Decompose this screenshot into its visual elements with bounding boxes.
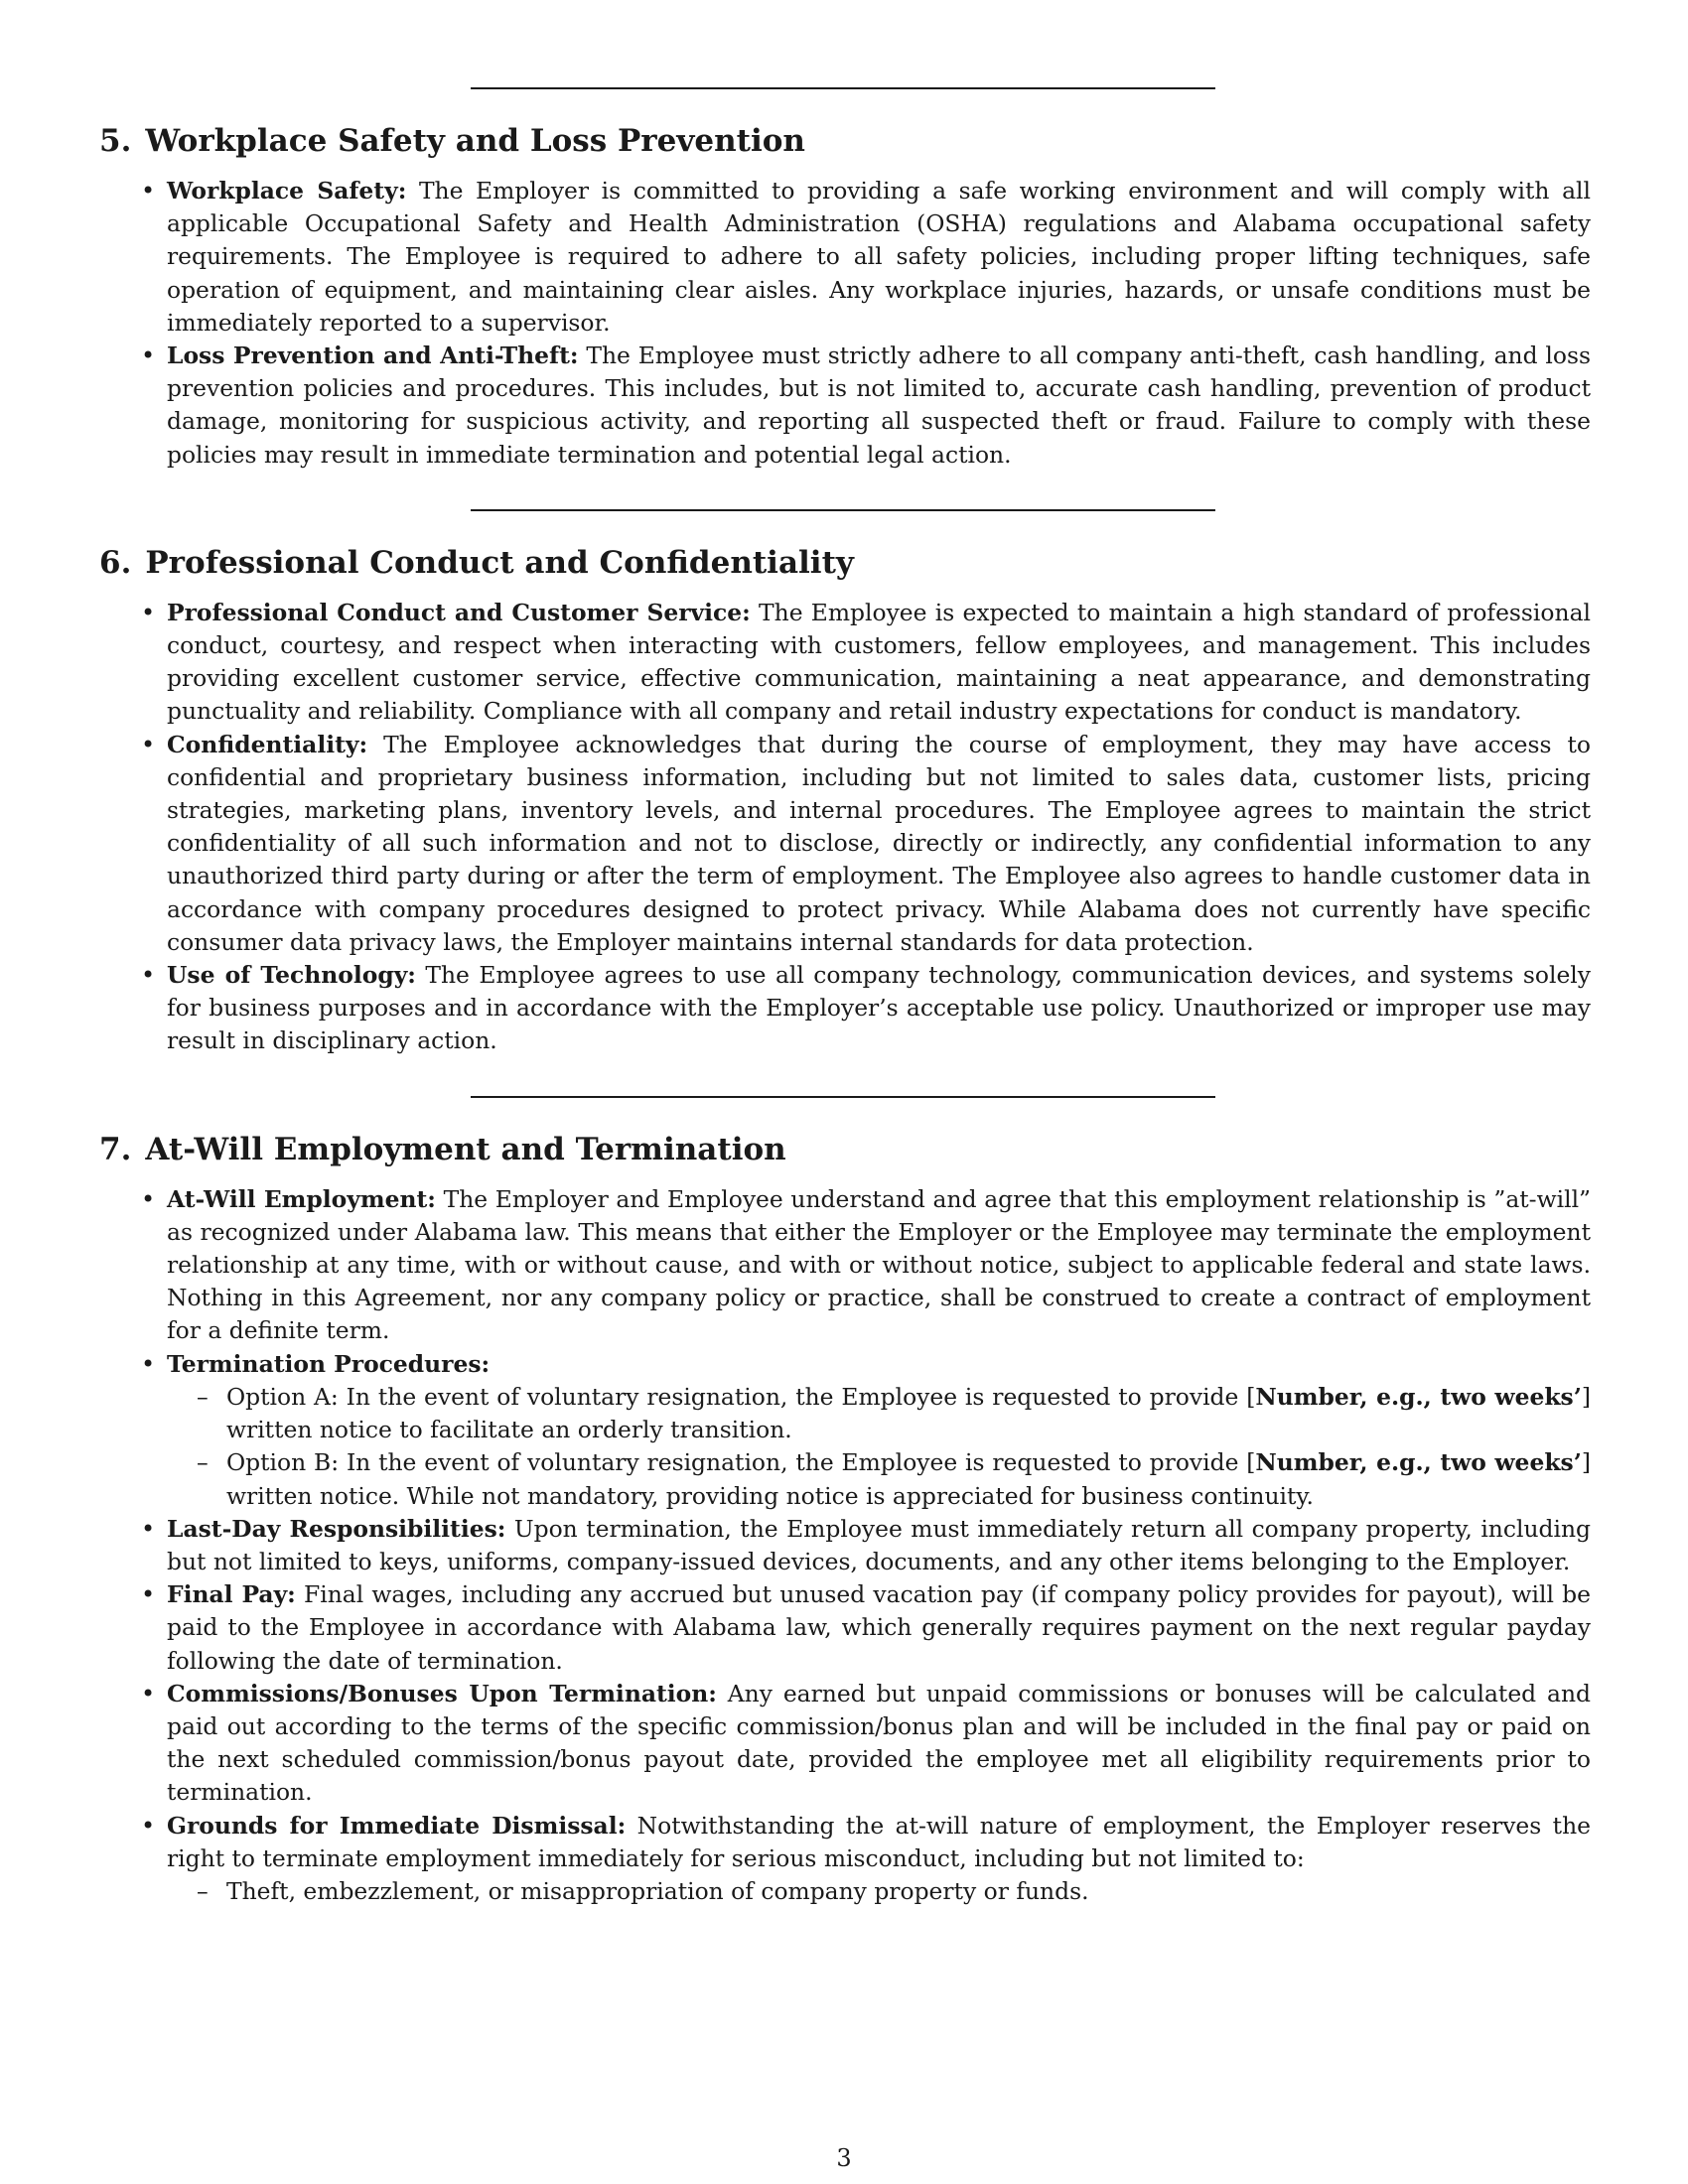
- item-lead: Final Pay:: [167, 1580, 296, 1609]
- item-lead: Confidentiality:: [167, 730, 368, 758]
- section-number: 6.: [99, 544, 132, 581]
- item-text: The Employee agrees to use all company technology, communication devices, and systems solely for business purposes and in accordance with the Employer’s acceptable use policy. Unauthorized or improper use may result in disciplinary action.: [167, 961, 1591, 1055]
- list-item: [167, 1678, 1591, 1810]
- sub-list-item: [226, 1446, 1591, 1512]
- list-item: [167, 175, 1591, 340]
- option-a-pre: Option A: In the event of voluntary resignation, the Employee is requested to provide [: [226, 1382, 1256, 1411]
- section-title: Professional Conduct and Confidentiality: [145, 544, 854, 581]
- item-text: The Employer and Employee understand and agree that this employment relationship is ”at-will” as recognized under Alabama law. This means that either the Employer or the Employee may terminate the employment relationship at any time, with or without cause, and with or without notice, subject to applicable federal and state laws. Nothing in this Agreement, nor any company policy or practice, shall be construed to create a contract of employment for a definite term.: [167, 1184, 1592, 1345]
- dismissal-ground: Theft, embezzlement, or misappropriation of company property or funds.: [226, 1876, 1089, 1905]
- section-title: At-Will Employment and Termination: [145, 1131, 786, 1167]
- item-text: The Employer is committed to providing a safe working environment and will comply with all applicable Occupational Safety and Health Administration (OSHA) regulations and Alabama occupational safety requirements. The Employee is required to adhere to all safety policies, including proper lifting techniques, safe operation of equipment, and maintaining clear aisles. Any workplace injuries, hazards, or unsafe conditions must be immediately reported to a supervisor.: [167, 177, 1591, 337]
- section-number: 7.: [99, 1131, 132, 1167]
- termination-options-list: [167, 1381, 1591, 1513]
- item-text: Upon termination, the Employee must immediately return all company property, including but not limited to keys, uniforms, company-issued devices, documents, and any other items belonging to the Employer.: [167, 1514, 1591, 1575]
- list-item: [167, 729, 1591, 959]
- section-7-list: [167, 1183, 1591, 1908]
- list-item: [167, 597, 1591, 729]
- page-number: 3: [836, 2144, 852, 2172]
- list-item: [167, 1810, 1591, 1909]
- item-lead: Termination Procedures:: [167, 1349, 491, 1378]
- list-item: [167, 959, 1591, 1058]
- section-title: Workplace Safety and Loss Prevention: [145, 123, 805, 159]
- item-lead: Grounds for Immediate Dismissal:: [167, 1811, 627, 1840]
- item-text: The Employee is expected to maintain a high standard of professional conduct, courtesy, and respect when interacting with customers, fellow employees, and management. This includes providing excellent customer service, effective communication, maintaining a neat appearance, and demonstrating punctuality and reliability. Compliance with all company and retail industry expectations for conduct is mandatory.: [167, 598, 1591, 726]
- dismissal-grounds-list: [167, 1875, 1591, 1908]
- item-text: The Employee must strictly adhere to all company anti-theft, cash handling, and loss prevention policies and procedures. This includes, but is not limited to, accurate cash handling, prevention of product damage, monitoring for suspicious activity, and reporting all suspected theft or fraud. Failure to comply with these policies may result in immediate termination and potential legal action.: [167, 341, 1591, 469]
- sub-list-item: [226, 1381, 1591, 1446]
- item-text: Any earned but unpaid commissions or bonuses will be calculated and paid out according to the terms of the specific commission/bonus plan and will be included in the final pay or paid on the next scheduled commission/bonus payout date, provided the employee met all eligibility requirements prior to termination.: [167, 1679, 1591, 1807]
- item-lead: Loss Prevention and Anti-Theft:: [167, 341, 579, 370]
- option-a-placeholder: Number, e.g., two weeks’: [1255, 1382, 1582, 1411]
- item-lead: Use of Technology:: [167, 961, 416, 990]
- section-5-heading: [99, 121, 1523, 161]
- item-text: Final wages, including any accrued but unused vacation pay (if company policy provides for payout), will be paid to the Employee in accordance with Alabama law, which generally requires payment on the next regular payday following the date of termination.: [167, 1580, 1591, 1675]
- list-item: [167, 1348, 1591, 1513]
- list-item: [167, 1513, 1591, 1578]
- item-lead: Last-Day Responsibilities:: [167, 1514, 506, 1543]
- document-page: [99, 0, 1592, 1908]
- list-item: [167, 340, 1591, 472]
- item-text: The Employee acknowledges that during the course of employment, they may have access to confidential and proprietary business information, including but not limited to sales data, customer lists, pricing strategies, marketing plans, inventory levels, and internal procedures. The Employee agrees to maintain the strict confidentiality of all such information and not to disclose, directly or indirectly, any confidential information to any unauthorized third party during or after the term of employment. The Employee also agrees to handle customer data in accordance with company procedures designed to protect privacy. While Alabama does not currently have specific consumer data privacy laws, the Employer maintains internal standards for data protection.: [167, 730, 1591, 956]
- option-b-post: ] written notice. While not mandatory, providing notice is appreciated for business continuity.: [226, 1448, 1591, 1510]
- item-lead: Professional Conduct and Customer Service:: [167, 598, 751, 626]
- section-6-list: [167, 597, 1591, 1058]
- section-7-heading: [99, 1130, 1523, 1169]
- section-6-heading: [99, 543, 1523, 583]
- item-lead: At-Will Employment:: [167, 1184, 436, 1213]
- option-b-placeholder: Number, e.g., two weeks’: [1255, 1448, 1582, 1477]
- section-5-list: [167, 175, 1591, 472]
- section-number: 5.: [99, 123, 132, 159]
- option-b-pre: Option B: In the event of voluntary resignation, the Employee is requested to provide [: [226, 1448, 1256, 1477]
- list-item: [167, 1183, 1591, 1348]
- item-lead: Workplace Safety:: [167, 177, 407, 205]
- item-text: Notwithstanding the at-will nature of employment, the Employer reserves the right to terminate employment immediately for serious misconduct, including but not limited to:: [167, 1811, 1591, 1872]
- item-lead: Commissions/Bonuses Upon Termination:: [167, 1679, 717, 1707]
- list-item: [167, 1578, 1591, 1678]
- sub-list-item: [226, 1875, 1591, 1908]
- option-a-post: ] written notice to facilitate an orderly transition.: [226, 1382, 1591, 1444]
